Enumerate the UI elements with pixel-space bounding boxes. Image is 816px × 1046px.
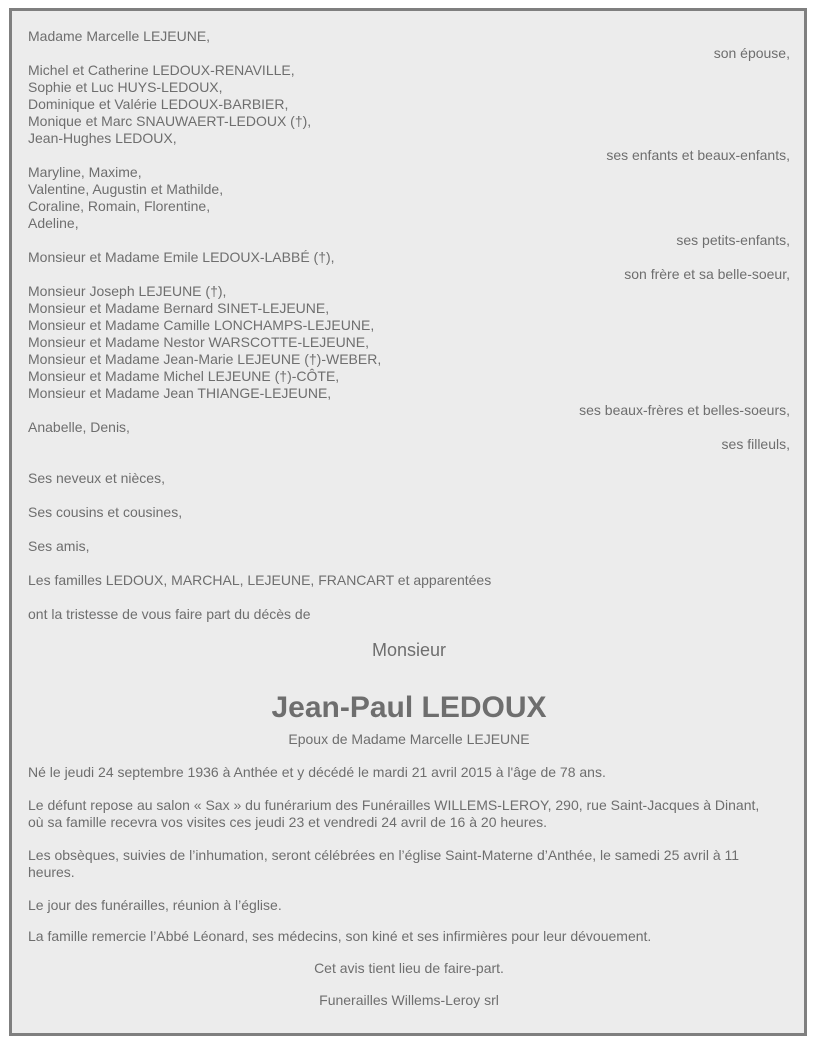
- grandchildren-role: ses petits-enfants,: [676, 232, 790, 248]
- in-law-name: Monsieur et Madame Jean THIANGE-LEJEUNE,: [28, 385, 332, 401]
- obituary-content: [28, 28, 790, 1009]
- in-law-name: Monsieur Joseph LEJEUNE (†),: [28, 283, 227, 299]
- in-law-name: Monsieur et Madame Jean-Marie LEJEUNE (†)-WEBER,: [28, 351, 382, 367]
- thanks-line: La famille remercie l’Abbé Léonard, ses médecins, son kiné et ses infirmières pour leur dévouement.: [28, 928, 652, 944]
- notice-line: Cet avis tient lieu de faire-part.: [314, 960, 504, 976]
- obituary-frame: [9, 8, 807, 1036]
- honorific: Monsieur: [371, 640, 447, 660]
- in-law-name: Monsieur et Madame Nestor WARSCOTTE-LEJEUNE,: [28, 334, 370, 350]
- child-name: Monique et Marc SNAUWAERT-LEDOUX (†),: [28, 113, 312, 129]
- repose-paragraph: [28, 797, 790, 831]
- in-law-name: Monsieur et Madame Bernard SINET-LEJEUNE,: [28, 300, 330, 316]
- spouse-line: Epoux de Madame Marcelle LEJEUNE: [288, 731, 530, 747]
- funeral-line: Les obsèques, suivies de l’inhumation, seront célébrées en l’église Saint-Materne d’Anthée, le samedi 25 avril à 11: [28, 847, 740, 863]
- brother-role: son frère et sa belle-soeur,: [624, 266, 790, 282]
- in-law-name: Monsieur et Madame Michel LEJEUNE (†)-CÔTE,: [28, 368, 340, 384]
- godchildren-role: ses filleuls,: [721, 436, 790, 452]
- funeral-home-signature: Funerailles Willems-Leroy srl: [319, 992, 499, 1008]
- funeral-paragraph: [28, 847, 790, 881]
- families-line: Les familles LEDOUX, MARCHAL, LEJEUNE, FRANCART et apparentées: [28, 572, 492, 588]
- grandchildren-names: Adeline,: [28, 215, 79, 231]
- repose-line: où sa famille recevra vos visites ces jeudi 23 et vendredi 24 avril de 16 à 20 heures.: [28, 814, 548, 830]
- child-name: Sophie et Luc HUYS-LEDOUX,: [28, 79, 223, 95]
- child-name: Dominique et Valérie LEDOUX-BARBIER,: [28, 96, 289, 112]
- nephews-line: Ses neveux et nièces,: [28, 470, 165, 486]
- grandchildren-names: Valentine, Augustin et Mathilde,: [28, 181, 224, 197]
- child-name: Michel et Catherine LEDOUX-RENAVILLE,: [28, 62, 295, 78]
- cousins-line: Ses cousins et cousines,: [28, 504, 183, 520]
- funeral-line: heures.: [28, 864, 75, 880]
- announcement-intro: ont la tristesse de vous faire part du décès de: [28, 606, 311, 622]
- godchildren-names: Anabelle, Denis,: [28, 419, 130, 435]
- repose-line: Le défunt repose au salon « Sax » du funérarium des Funérailles WILLEMS-LEROY, 290, rue Saint-Jacques à Dinant,: [28, 797, 760, 813]
- children-role: ses enfants et beaux-enfants,: [606, 147, 790, 163]
- in-laws-role: ses beaux-frères et belles-soeurs,: [579, 402, 790, 418]
- brother-name: Monsieur et Madame Emile LEDOUX-LABBÉ (†),: [28, 249, 335, 265]
- child-name: Jean-Hughes LEDOUX,: [28, 130, 177, 146]
- widow-role: son épouse,: [713, 45, 790, 61]
- grandchildren-names: Maryline, Maxime,: [28, 164, 142, 180]
- in-law-name: Monsieur et Madame Camille LONCHAMPS-LEJEUNE,: [28, 317, 375, 333]
- birth-death-line: Né le jeudi 24 septembre 1936 à Anthée et y décédé le mardi 21 avril 2015 à l'âge de 78 ans.: [28, 764, 606, 780]
- meeting-line: Le jour des funérailles, réunion à l’église.: [28, 897, 282, 913]
- grandchildren-names: Coraline, Romain, Florentine,: [28, 198, 211, 214]
- widow-name: Madame Marcelle LEJEUNE,: [28, 28, 211, 44]
- friends-line: Ses amis,: [28, 538, 90, 554]
- deceased-name: Jean-Paul LEDOUX: [271, 691, 547, 724]
